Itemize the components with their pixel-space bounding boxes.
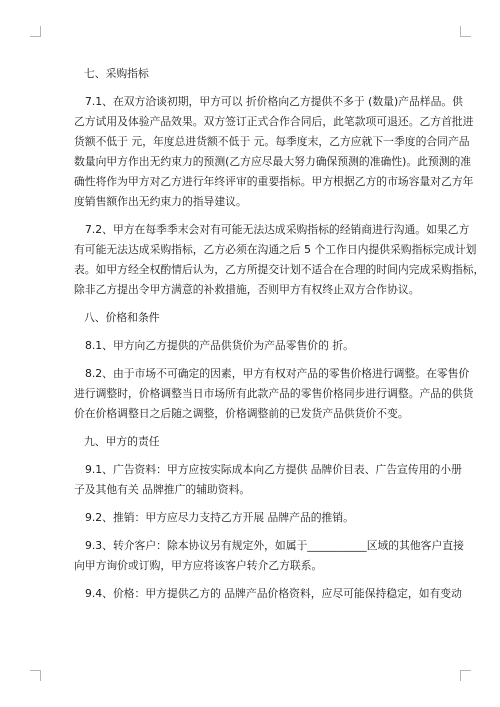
section-heading: 九、甲方的责任	[84, 435, 160, 448]
paragraph	[74, 336, 434, 356]
paragraph-line: 表。如甲方经全权酌情后认为，乙方所提交计划不适合在合理的时间内完成采购指标，	[74, 263, 485, 276]
paragraph-line: 除非乙方提出令甲方满意的补救措施，否则甲方有权终止双方合作协议。	[74, 283, 420, 296]
paragraph-line: 7.1、在双方洽谈初期，甲方可以 折价格向乙方提供不多于 (数量)产品样品。供	[85, 95, 463, 108]
paragraph	[74, 460, 462, 500]
paragraph-line: 8.2、由于市场不可确定的因素，甲方有权对产品的零售价格进行调整。在零售价	[85, 367, 470, 380]
paragraph-line: 度销售额作出无约束力的指导建议。	[74, 195, 247, 208]
paragraph-line: 进行调整时，价格调整当日市场所有此款产品的零售价格同步进行调整。产品的供货	[74, 387, 474, 400]
paragraph-line: 确性将作为甲方对乙方进行年终评审的重要指标。甲方根据乙方的市场容量对乙方年	[74, 175, 474, 188]
paragraph-line: 9.3、转介客户：除本协议另有规定外，如属于___________区域的其他客户直接	[85, 539, 464, 552]
crop-mark-bottom-left	[30, 670, 41, 681]
crop-mark-top-left	[30, 26, 41, 37]
paragraph-line: 子及其他有关 品牌推广的辅助资料。	[74, 483, 251, 496]
paragraph-line: 9.4、价格：甲方提供乙方的 品牌产品价格资料，应尽可能保持稳定，如有变动	[85, 587, 462, 600]
paragraph-line: 价在价格调整日之后随之调整，价格调整前的已发货产品供货价不变。	[74, 407, 409, 420]
paragraph-line: 乙方试用及体验产品效果。双方签订正式合作合同后，此笔款项可退还。乙方首批进	[74, 115, 474, 128]
paragraph-line: 数量向甲方作出无约束力的预测(乙方应尽最大努力确保预测的准确性)。此预测的准	[74, 155, 472, 168]
paragraph-line: 7.2、甲方在每季季末会对有可能无法达成采购指标的经销商进行沟通。如果乙方	[85, 223, 470, 236]
crop-mark-top-right	[460, 26, 471, 37]
paragraph-line: 有可能无法达成采购指标，乙方必须在沟通之后 5 个工作日内提供采购指标完成计划	[74, 243, 477, 256]
crop-mark-bottom-right	[460, 670, 471, 681]
paragraph-line: 9.1、广告资料：甲方应按实际成本向乙方提供 品牌价目表、广告宣传用的小册	[85, 463, 462, 476]
paragraph	[74, 508, 434, 528]
section-heading: 七、采购指标	[84, 67, 149, 80]
paragraph	[74, 92, 474, 212]
paragraph	[74, 364, 474, 424]
paragraph	[74, 536, 464, 576]
document-page	[74, 64, 485, 612]
paragraph-line: 9.2、推销：甲方应尽力支持乙方开展 品牌产品的推销。	[85, 511, 354, 524]
paragraph-line: 8.1、甲方向乙方提供的产品供货价为产品零售价的 折。	[85, 339, 354, 352]
paragraph	[74, 220, 485, 300]
section-heading: 八、价格和条件	[84, 311, 160, 324]
paragraph-line: 向甲方询价或订购，甲方应将该客户转介乙方联系。	[74, 559, 323, 572]
paragraph	[74, 584, 462, 604]
paragraph-line: 货额不低于 元，年度总进货额不低于 元。每季度末，乙方应就下一季度的合同产品	[74, 135, 470, 148]
